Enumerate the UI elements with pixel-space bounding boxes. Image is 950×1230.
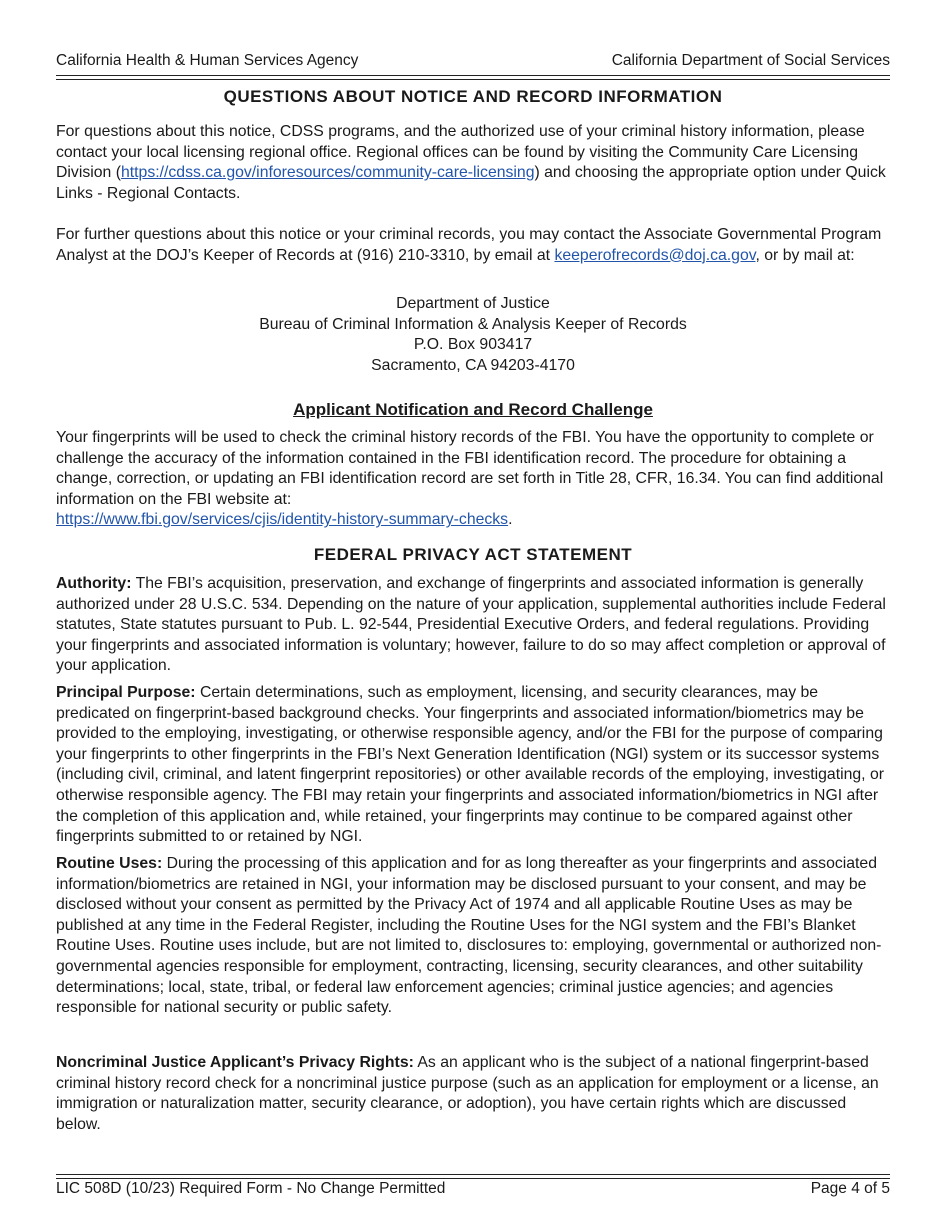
paragraph-record-challenge: Your fingerprints will be used to check the criminal history records of the FBI. You have the opportunity to complete or challenge the accuracy of the information contained in the FBI identification record. The procedure for obtaining a change, correction, or updating an FBI identification record are set forth in Title 28, CFR, 16.34. You can find additional information on the FBI website at: https://www.fbi.gov/services/cjis/identity-history-summary-checks. (56, 429, 884, 529)
paragraph-regional-offices: For questions about this notice, CDSS programs, and the authorized use of your criminal history information, please contact your local licensing regional office. Regional offices can be found by visiting the Community Care Licensing Division (https://cdss.ca.gov/inforesources/community-care-licensing) and choosing the appropriate option under Quick Links - Regional Contacts. (56, 123, 886, 202)
footer-page-number: Page 4 of 5 (810, 1180, 890, 1197)
link-email-keeper[interactable]: keeperofrecords@doj.ca.gov (554, 246, 756, 264)
footer-rule-bottom (56, 1178, 890, 1179)
address-line: P.O. Box 903417 (413, 336, 533, 354)
footer-rule-top (56, 1174, 890, 1175)
header-rule-bottom (56, 79, 890, 80)
header-rule-top (56, 75, 890, 76)
section-title-record-challenge: Applicant Notification and Record Challenge (293, 400, 653, 419)
section-title-privacy-act: FEDERAL PRIVACY ACT STATEMENT (313, 545, 633, 564)
address-line: Department of Justice (396, 295, 550, 312)
page-header (56, 52, 890, 70)
address-line: Sacramento, CA 94203-4170 (371, 356, 575, 374)
paragraph-keeper-of-records: For further questions about this notice or your criminal records, you may contact the Associate Governmental Program Analyst at the DOJ’s Keeper of Records at (916) 210-3310, by email at keeperofrecords@doj.ca.gov, or by mail at: (56, 226, 882, 264)
section-title-questions: QUESTIONS ABOUT NOTICE AND RECORD INFORMATION (223, 87, 723, 106)
paragraph-principal-purpose: Principal Purpose: Certain determinations, such as employment, licensing, and security clearances, may be predicated on fingerprint-based background checks. Your fingerprints and associated information/biometrics may be provided to the employing, investigating, or otherwise responsible agency, and/or the FBI for the purpose of comparing your fingerprints to other fingerprints in the FBI’s Next Generation Identification (NGI) system or its successor systems (including civil, criminal, and latent fingerprint repositories) or other available records of the employing, investigating, or otherwise responsible agency. The FBI may retain your fingerprints and associated information/biometrics in NGI after the completion of this application and, while retained, your fingerprints may continue to be compared against other fingerprints submitted to or retained by NGI. (56, 684, 884, 846)
link-fbi-identity-history[interactable]: https://www.fbi.gov/services/cjis/identity-history-summary-checks (56, 511, 509, 529)
footer-form-id: LIC 508D (10/23) Required Form - No Change Permitted (56, 1180, 446, 1197)
header-department: California Department of Social Services (611, 52, 890, 69)
paragraph-routine-uses: Routine Uses: During the processing of this application and for as long thereafter as your fingerprints and associated information/biometrics are retained in NGI, your information may be disclosed pursuant to your consent, and may be disclosed without your consent as permitted by the Privacy Act of 1974 and all applicable Routine Uses as may be published at any time in the Federal Register, including the Routine Uses for the NGI system and the FBI’s Blanket Routine Uses. Routine uses include, but are not limited to, disclosures to: employing, governmental or authorized non-governmental agencies responsible for employment, contracting, licensing, security clearances, and other suitability determinations; local, state, tribal, or federal law enforcement agencies; criminal justice agencies; and agencies responsible for national security or public safety. (56, 855, 882, 1017)
label-principal-purpose: Principal Purpose: (56, 684, 196, 701)
document-page (56, 0, 890, 1230)
label-authority: Authority: (56, 575, 132, 592)
header-agency: California Health & Human Services Agency (56, 52, 359, 69)
link-ccld[interactable]: https://cdss.ca.gov/inforesources/community-care-licensing (120, 164, 535, 182)
address-line: Bureau of Criminal Information & Analysis Keeper of Records (259, 315, 687, 333)
label-routine-uses: Routine Uses: (56, 855, 163, 872)
page-footer (56, 1180, 890, 1198)
paragraph-authority: Authority: The FBI’s acquisition, preservation, and exchange of fingerprints and associated information is generally authorized under 28 U.S.C. 534. Depending on the nature of your application, supplemental authorities include Federal statutes, State statutes pursuant to Pub. L. 92-544, Presidential Executive Orders, and federal regulations. Providing your fingerprints and associated information is voluntary; however, failure to do so may affect completion or approval of your application. (56, 575, 886, 675)
mailing-address (56, 294, 890, 376)
paragraph-privacy-rights: Noncriminal Justice Applicant’s Privacy Rights: As an applicant who is the subject of a national fingerprint-based criminal history record check for a noncriminal justice purpose (such as an application for employment or a license, an immigration or naturalization matter, security clearance, or adoption), you have certain rights which are discussed below. (56, 1054, 879, 1133)
label-privacy-rights: Noncriminal Justice Applicant’s Privacy Rights: (56, 1054, 414, 1071)
